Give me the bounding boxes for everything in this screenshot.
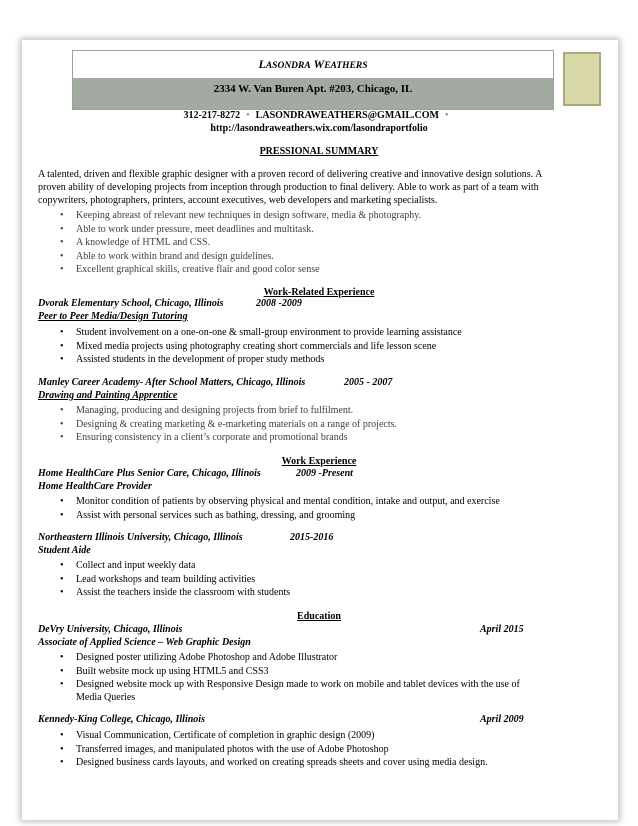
- website-line: [0, 123, 638, 134]
- entry-bullets: [38, 651, 598, 692]
- entry-bullets: [38, 404, 598, 445]
- list-item: • Student involvement on a one-on-one & small-group environment to provide learning assistance: [38, 326, 598, 340]
- entry-org: DeVry University, Chicago, Illinois April 2015: [38, 624, 524, 635]
- email-link[interactable]: LASONDRAWEATHERS@GMAIL.COM: [255, 110, 439, 121]
- list-item: • Visual Communication, Certificate of completion in graphic design (2009): [38, 729, 598, 743]
- list-item: • Collect and input weekly data: [38, 559, 598, 573]
- summary-bullets: [38, 209, 598, 277]
- website-link[interactable]: http://lasondraweathers.wix.com/lasondraportfolio: [210, 123, 428, 134]
- list-item: • A knowledge of HTML and CSS.: [38, 236, 598, 250]
- list-item: • Mixed media projects using photography creating short commercials and life lesson scene: [38, 340, 598, 354]
- header-box: [72, 50, 554, 110]
- list-item: • Able to work under pressure, meet deadlines and multitask.: [38, 223, 598, 237]
- entry-dates: 2015-2016: [290, 532, 334, 543]
- address: 2334 W. Van Buren Apt. #203, Chicago, IL: [213, 83, 413, 95]
- education-title: Education: [297, 611, 341, 622]
- list-item: • Able to work within brand and design guidelines.: [38, 250, 598, 264]
- work-related-title: Work-Related Experience: [263, 287, 375, 298]
- list-item: • Designed website mock up with Responsive Design made to work on mobile and tablet devices with the use of: [38, 678, 598, 692]
- list-item: • Excellent graphical skills, creative flair and good color sense: [38, 263, 598, 277]
- entry-role: Home HealthCare Provider: [38, 481, 152, 492]
- work-title: Work Experience: [281, 456, 357, 467]
- entry-dates: 2009 -Present: [296, 468, 353, 479]
- entry-dates: April 2015: [480, 624, 524, 635]
- list-item: • Transferred images, and manipulated photos with the use of Adobe Photoshop: [38, 743, 598, 757]
- phone: 312-217-8272: [183, 110, 241, 121]
- entry-org: Kennedy-King College, Chicago, Illinois April 2009: [38, 714, 524, 725]
- list-item: • Ensuring consistency in a client’s corporate and promotional brands: [38, 431, 598, 445]
- list-item: • Designing & creating marketing & e-marketing materials on a range of projects.: [38, 418, 598, 432]
- list-item: • Assist the teachers inside the classroom with students: [38, 586, 598, 600]
- entry-dates: April 2009: [480, 714, 524, 725]
- decorative-square: [563, 52, 601, 106]
- entry-bullets: [38, 559, 598, 600]
- list-item: • Built website mock up using HTML5 and CSS3: [38, 665, 598, 679]
- separator-dot: •: [444, 110, 449, 121]
- entry-bullets: [38, 729, 598, 770]
- entry-role: Student Aide: [38, 545, 91, 556]
- entry-bullets: [38, 495, 598, 522]
- entry-dates: 2008 -2009: [256, 298, 302, 309]
- list-item: • Managing, producing and designing projects from brief to fulfilment.: [38, 404, 598, 418]
- list-item: • Keeping abreast of relevant new techniques in design software, media & photography.: [38, 209, 598, 223]
- entry-org: Manley Career Academy- After School Matters, Chicago, Illinois 2005 - 2007: [38, 377, 393, 388]
- entry-org: Dvorak Elementary School, Chicago, Illinois 2008 -2009: [38, 298, 302, 309]
- list-item: • Monitor condition of patients by observing physical and mental condition, intake and output, and exercise: [38, 495, 598, 509]
- separator-dot: •: [246, 110, 250, 121]
- list-item: • Assisted students in the development of proper study methods: [38, 353, 598, 367]
- summary-paragraph: A talented, driven and flexible graphic designer with a proven record of delivering creative and innovative design solutions. A proven ability of developing projects from inception through production to final delivery. Able to work as part of a team with copywriters, photographers, printers, account executives, web developers and marketing specialists.: [38, 169, 543, 206]
- summary-title: PRESSIONAL SUMMARY: [259, 146, 379, 157]
- entry-org: Home HealthCare Plus Senior Care, Chicago, Illinois 2009 -Present: [38, 468, 353, 479]
- list-item: • Lead workshops and team building activities: [38, 573, 598, 587]
- list-item: • Designed poster utilizing Adobe Photoshop and Adobe Illustrator: [38, 651, 598, 665]
- entry-role: Peer to Peer Media/Design Tutoring: [38, 311, 188, 322]
- list-item: • Assist with personal services such as bathing, dressing, and grooming: [38, 509, 598, 523]
- entry-bullets: [38, 326, 598, 367]
- entry-role: Associate of Applied Science – Web Graphic Design: [38, 637, 251, 648]
- address-bar: [73, 78, 553, 109]
- candidate-name: LASONDRA WEATHERS: [258, 57, 368, 71]
- entry-org: Northeastern Illinois University, Chicago, Illinois 2015-2016: [38, 532, 334, 543]
- contact-line: [0, 110, 638, 121]
- entry-role: Drawing and Painting Apprentice: [38, 390, 178, 401]
- entry-dates: 2005 - 2007: [344, 377, 393, 388]
- bullet-continuation: Media Queries: [76, 692, 136, 703]
- list-item: • Designed business cards layouts, and worked on creating spreads sheets and cover using media design.: [38, 756, 598, 770]
